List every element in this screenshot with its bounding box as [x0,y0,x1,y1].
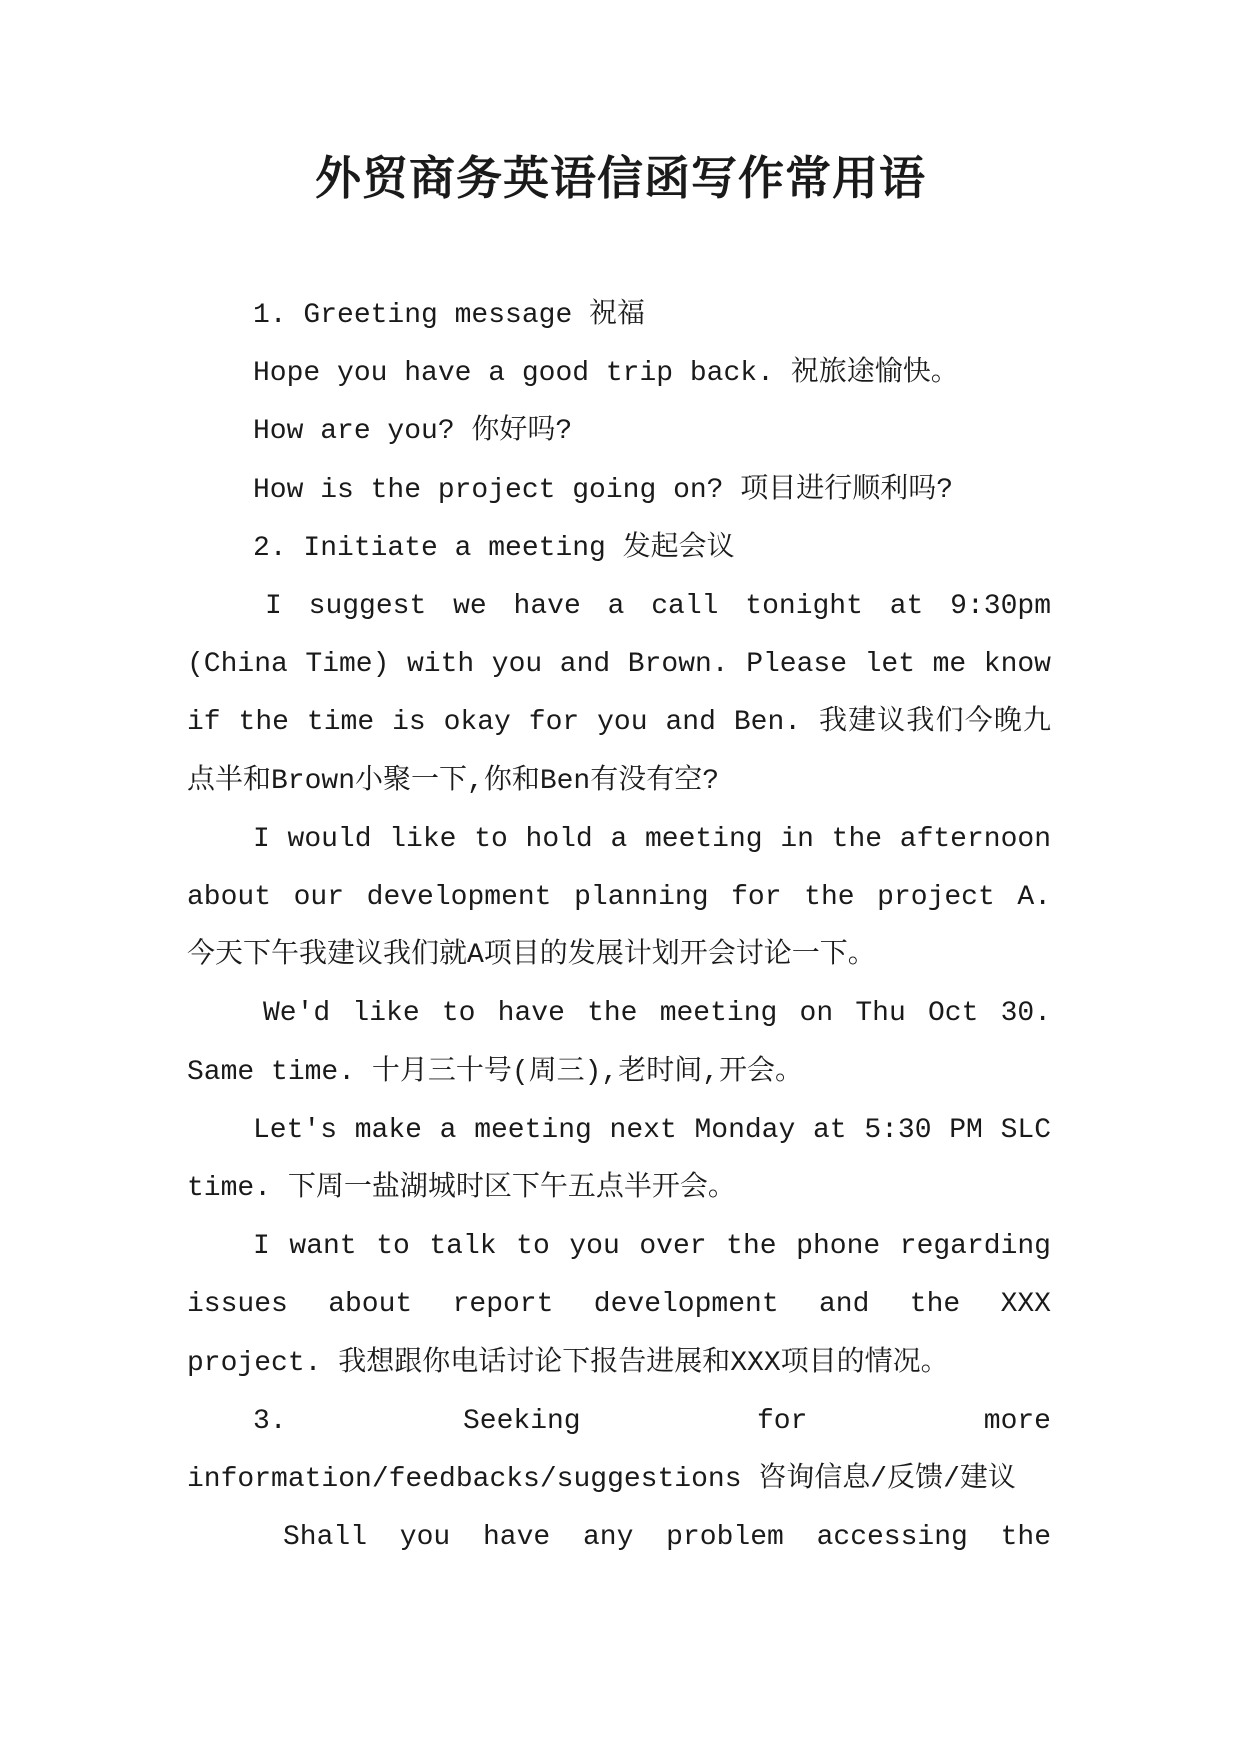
paragraph: I want to talk to you over the phone regarding issues about report development and the XXX project. 我想跟你电话讨论下报告进展和XXX项目的情况。 [187,1231,1051,1379]
document-title: 外贸商务英语信函写作常用语 [315,151,926,205]
paragraph: I suggest we have a call tonight at 9:30pm (China Time) with you and Brown. Please let me know if the time is okay for you and Ben. 我建议我们今晚九点半和Brown小聚一下,你和Ben有没有空? [187,591,1051,797]
paragraph: Hope you have a good trip back. 祝旅途愉快。 [253,358,959,390]
paragraph: I would like to hold a meeting in the afternoon about our development planning for the project A. 今天下午我建议我们就A项目的发展计划开会讨论一下。 [187,823,1051,972]
document-body [187,287,1051,1567]
section-heading-meeting: 2. Initiate a meeting 发起会议 [253,532,735,564]
paragraph: How is the project going on? 项目进行顺利吗? [253,474,954,506]
paragraph: Let's make a meeting next Monday at 5:30 PM SLC time. 下周一盐湖城时区下午五点半开会。 [187,1114,1051,1205]
section-heading-seeking-info: 3. Seeking for more information/feedbacks/suggestions 咨询信息/反馈/建议 [187,1405,1051,1496]
section-heading-greeting: 1. Greeting message 祝福 [253,300,646,331]
paragraph: Shall you have any problem accessing the [283,1522,1051,1554]
paragraph: How are you? 你好吗? [253,416,573,448]
paragraph: We'd like to have the meeting on Thu Oct 30. Same time. 十月三十号(周三),老时间,开会。 [187,998,1051,1088]
